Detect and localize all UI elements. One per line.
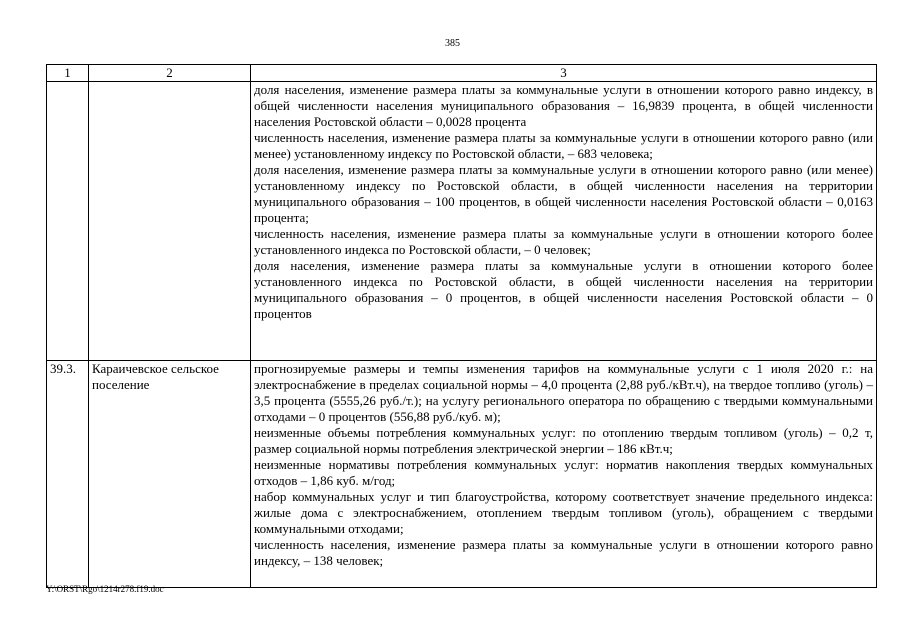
row-content [251, 82, 877, 361]
paragraph: численность населения, изменение размера платы за коммунальные услуги в отношении которого равно (или менее) установленному индексу по Ростовской области, – 683 человека; [254, 130, 873, 161]
paragraph: неизменные нормативы потребления коммунальных услуг: норматив накопления твердых коммунальных отходов – 1,86 куб. м/год; [254, 457, 873, 488]
column-header-2: 2 [89, 65, 251, 82]
table-row [47, 82, 877, 361]
paragraph: численность населения, изменение размера платы за коммунальные услуги в отношении которого равно индексу, – 138 человек; [254, 537, 873, 568]
row-content [251, 361, 877, 588]
paragraph: набор коммунальных услуг и тип благоустройства, которому соответствует значение предельного индекса: жилые дома с электроснабжением, отоплением твердым топливом (уголь), обращением с твердыми коммунальными отходами; [254, 489, 873, 536]
column-header-1: 1 [47, 65, 89, 82]
column-header-3: 3 [251, 65, 877, 82]
paragraph: доля населения, изменение размера платы за коммунальные услуги в отношении которого равно (или менее) установленному индексу по Ростовской области, в общей численности населения на территории муниципального образования – 100 процентов, в общей численности населения Ростовской области – 0,0163 процента; [254, 162, 873, 225]
document-table [46, 64, 877, 588]
page-number: 385 [445, 38, 460, 49]
row-number: 39.3. [47, 361, 89, 588]
settlement-name: Караичевское сельское поселение [89, 361, 251, 588]
file-path-footer: Y:\ORST\Rgo\1214r278.f19.doc [46, 584, 164, 594]
table-header-row [47, 65, 877, 82]
paragraph: прогнозируемые размеры и темпы изменения тарифов на коммунальные услуги с 1 июля 2020 г.: на электроснабжение в пределах социальной нормы – 4,0 процента (2,88 руб./кВт.ч), на твердое топливо (уголь) – 3,5 процента (5555,26 руб./т.); на услугу регионального оператора по обращению с твердыми коммунальными отходами – 0 процентов (556,88 руб./куб. м); [254, 361, 873, 424]
paragraph: доля населения, изменение размера платы за коммунальные услуги в отношении которого равно индексу, в общей численности населения муниципального образования – 16,9839 процента, в общей численности населения Ростовской области – 0,0028 процента [254, 82, 873, 129]
paragraph: численность населения, изменение размера платы за коммунальные услуги в отношении которого более установленного индекса по Ростовской области, – 0 человек; [254, 226, 873, 257]
paragraph: неизменные объемы потребления коммунальных услуг: по отоплению твердым топливом (уголь) – 0,2 т, размер социальной нормы потребления электрической энергии – 186 кВт.ч; [254, 425, 873, 456]
settlement-name [89, 82, 251, 361]
table-row [47, 361, 877, 588]
paragraph: доля населения, изменение размера платы за коммунальные услуги в отношении которого более установленного индекса по Ростовской области, в общей численности населения на территории муниципального образования – 0 процентов, в общей численности населения Ростовской области – 0 процентов [254, 258, 873, 321]
row-number [47, 82, 89, 361]
